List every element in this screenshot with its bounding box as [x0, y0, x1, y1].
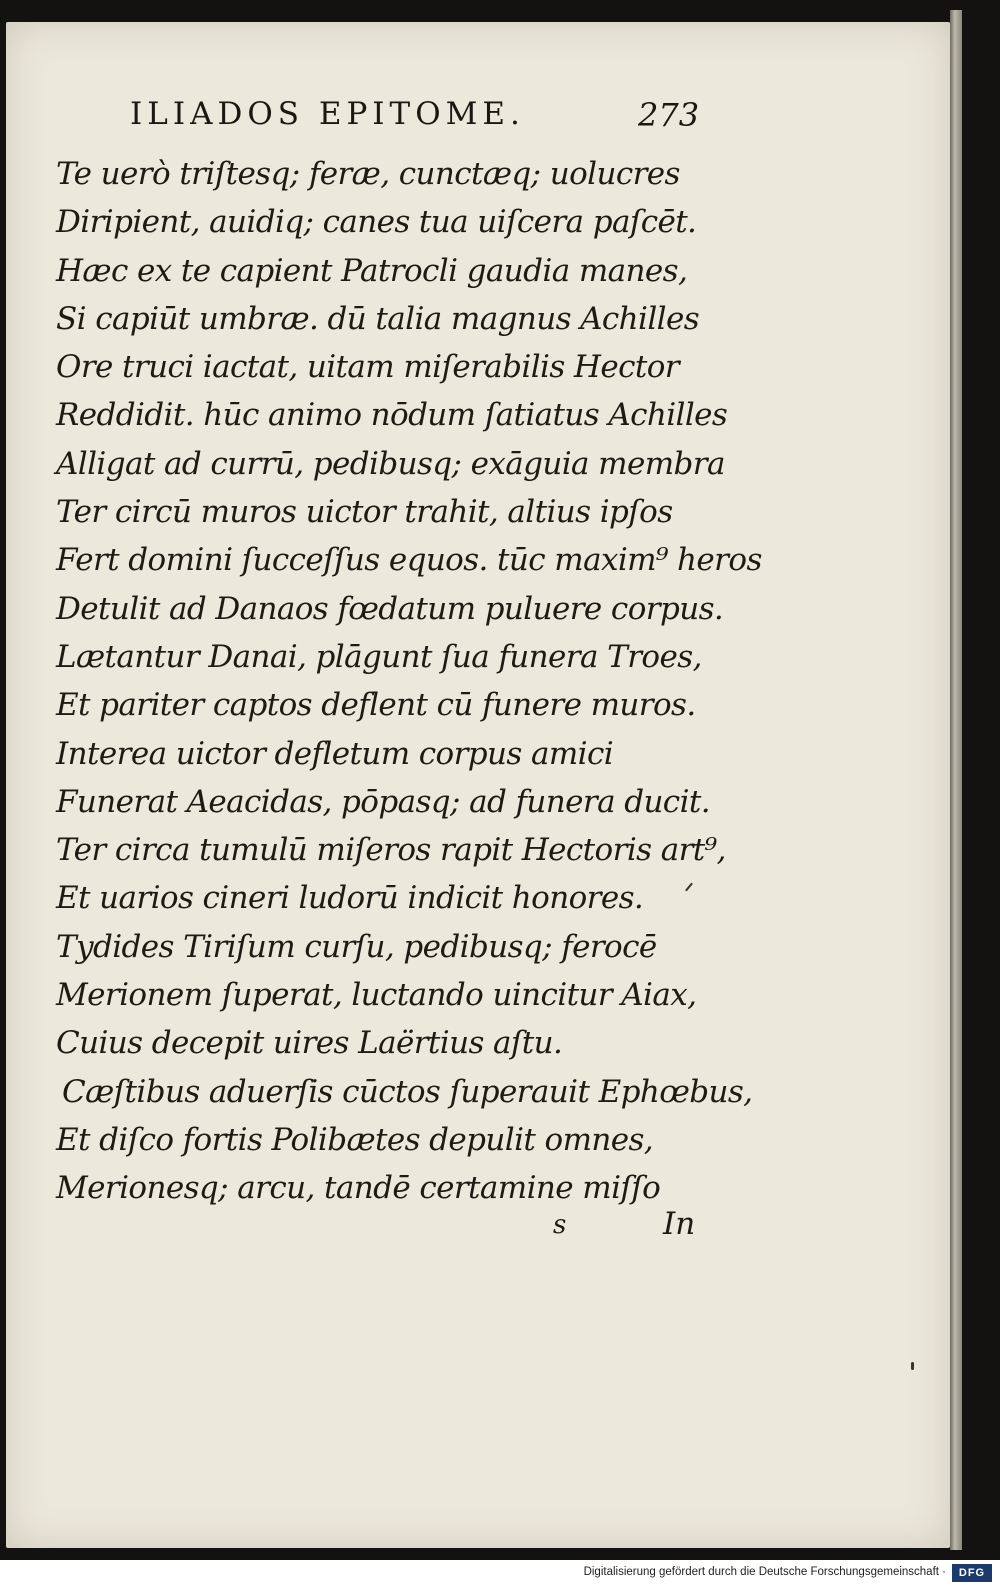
- page-number: 273: [638, 96, 700, 134]
- verse-line: Et pariter captos deflent cū funere muros.: [56, 687, 696, 724]
- verse-line: Alligat ad currū, pedibusq; exāguia membra: [56, 445, 725, 482]
- paper-speck: [911, 1362, 914, 1370]
- verse-line: Et uarios cineri ludorū indicit honores.: [56, 880, 644, 917]
- verse-line: Merionem ſuperat, luctando uincitur Aiax,: [56, 977, 697, 1014]
- verse-line: Diripient, auidiq; canes tua uiſcera paſcēt.: [56, 204, 697, 241]
- running-title: ILIADOS EPITOME.: [130, 96, 525, 132]
- verse-block: [56, 150, 762, 1213]
- verse-line: Tydides Tiriſum curſu, pedibusq; ferocē: [56, 928, 657, 965]
- credit-bar: [0, 1560, 1000, 1588]
- verse-line: Hæc ex te capient Patrocli gaudia manes,: [56, 252, 688, 289]
- verse-line: Merionesq; arcu, tandē certamine miſſo: [56, 1170, 661, 1207]
- verse-line: Si capiūt umbræ. dū talia magnus Achilles: [56, 300, 700, 337]
- verse-line: Funerat Aeacidas, pōpasq; ad funera ducit.: [56, 783, 711, 820]
- verse-line: Ter circa tumulū miſeros rapit Hectoris art⁹,: [56, 832, 726, 869]
- verse-line: Et diſco fortis Polibætes depulit omnes,: [56, 1121, 654, 1158]
- verse-line: Te uerò triſtesq; feræ, cunctæq; uolucres: [56, 156, 680, 192]
- credit-text: Digitalisierung gefördert durch die Deutsche Forschungsgemeinschaft ·: [583, 1566, 946, 1578]
- verse-line: Ore truci iactat, uitam miſerabilis Hector: [56, 349, 680, 386]
- dfg-logo: DFG: [952, 1564, 992, 1582]
- verse-line: Cæſtibus aduerſis cūctos ſuperauit Ephœbus,: [62, 1073, 753, 1110]
- verse-line: Lætantur Danai, plāgunt ſua funera Troes,: [56, 638, 702, 675]
- verse-line: Reddidit. hūc animo nōdum ſatiatus Achilles: [56, 397, 728, 434]
- verse-line: Cuius decepit uires Laërtius aſtu.: [56, 1025, 563, 1062]
- page-edge: [950, 10, 962, 1550]
- verse-line: Detulit ad Danaos fœdatum puluere corpus.: [56, 590, 724, 627]
- verse-line: Interea uictor defletum corpus amici: [56, 735, 614, 772]
- verse-line: Ter circū muros uictor trahit, altius ipſos: [56, 494, 673, 531]
- catchword: In: [663, 1206, 696, 1242]
- running-head: [130, 96, 710, 136]
- verse-line: Fert domini ſucceſſus equos. tūc maxim⁹ heros: [56, 542, 762, 579]
- signature-mark: s: [553, 1210, 567, 1240]
